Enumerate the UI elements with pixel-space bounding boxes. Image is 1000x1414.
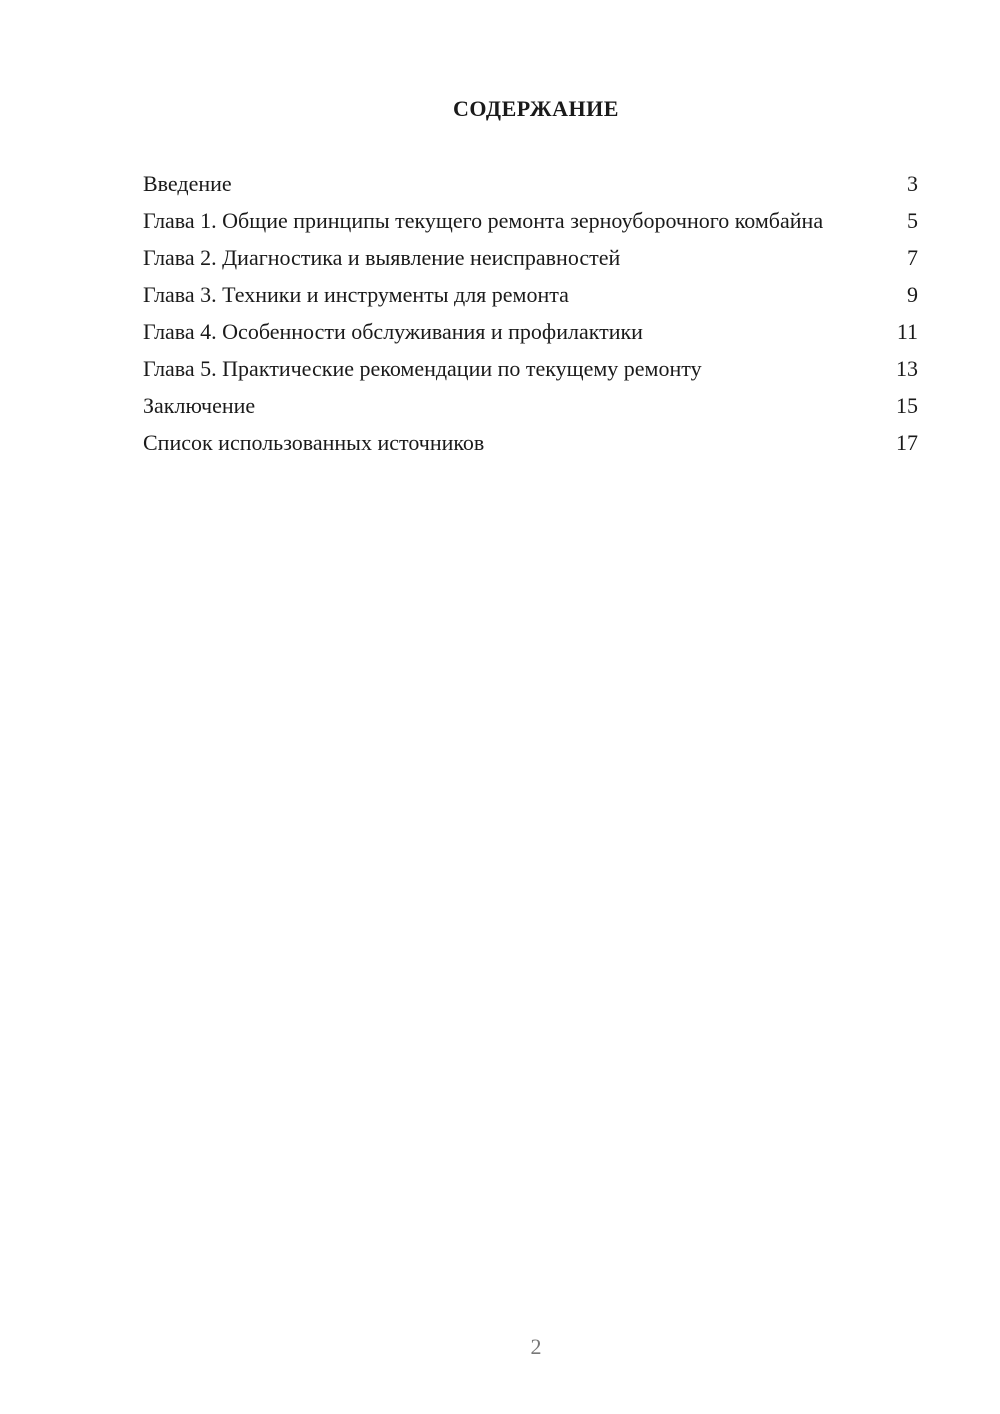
toc-entry-label: Глава 4. Особенности обслуживания и профилактики: [143, 319, 643, 344]
toc-entry-label: Глава 1. Общие принципы текущего ремонта зерноуборочного комбайна: [143, 208, 824, 233]
toc-entry-chapter-4: [143, 318, 918, 345]
toc-entry-label: Глава 2. Диагностика и выявление неисправностей: [143, 245, 621, 270]
toc-entry-page: 11: [896, 319, 918, 344]
table-of-contents: [143, 170, 918, 466]
toc-entry-label: Список использованных источников: [143, 430, 485, 455]
toc-entry-page: 3: [907, 171, 918, 196]
toc-entry-chapter-1: [143, 207, 918, 234]
toc-entry-label: Глава 3. Техники и инструменты для ремонта: [143, 282, 569, 307]
toc-entry-page: 5: [907, 208, 918, 233]
toc-entry-references: [143, 429, 918, 456]
toc-entry-chapter-5: [143, 355, 918, 382]
toc-entry-label: Глава 5. Практические рекомендации по текущему ремонту: [143, 356, 702, 381]
page-number: 2: [530, 1334, 542, 1359]
toc-entry-page: 13: [896, 356, 918, 381]
toc-entry-label: Заключение: [143, 393, 256, 418]
toc-title: СОДЕРЖАНИЕ: [453, 96, 619, 121]
toc-entry-chapter-3: [143, 281, 918, 308]
toc-entry-page: 9: [907, 282, 918, 307]
toc-entry-page: 15: [896, 393, 918, 418]
toc-entry-chapter-2: [143, 244, 918, 271]
toc-entry-page: 17: [896, 430, 918, 455]
toc-entry-page: 7: [907, 245, 918, 270]
toc-entry-conclusion: [143, 392, 918, 419]
toc-entry-label: Введение: [143, 171, 232, 196]
toc-entry-introduction: [143, 170, 918, 197]
